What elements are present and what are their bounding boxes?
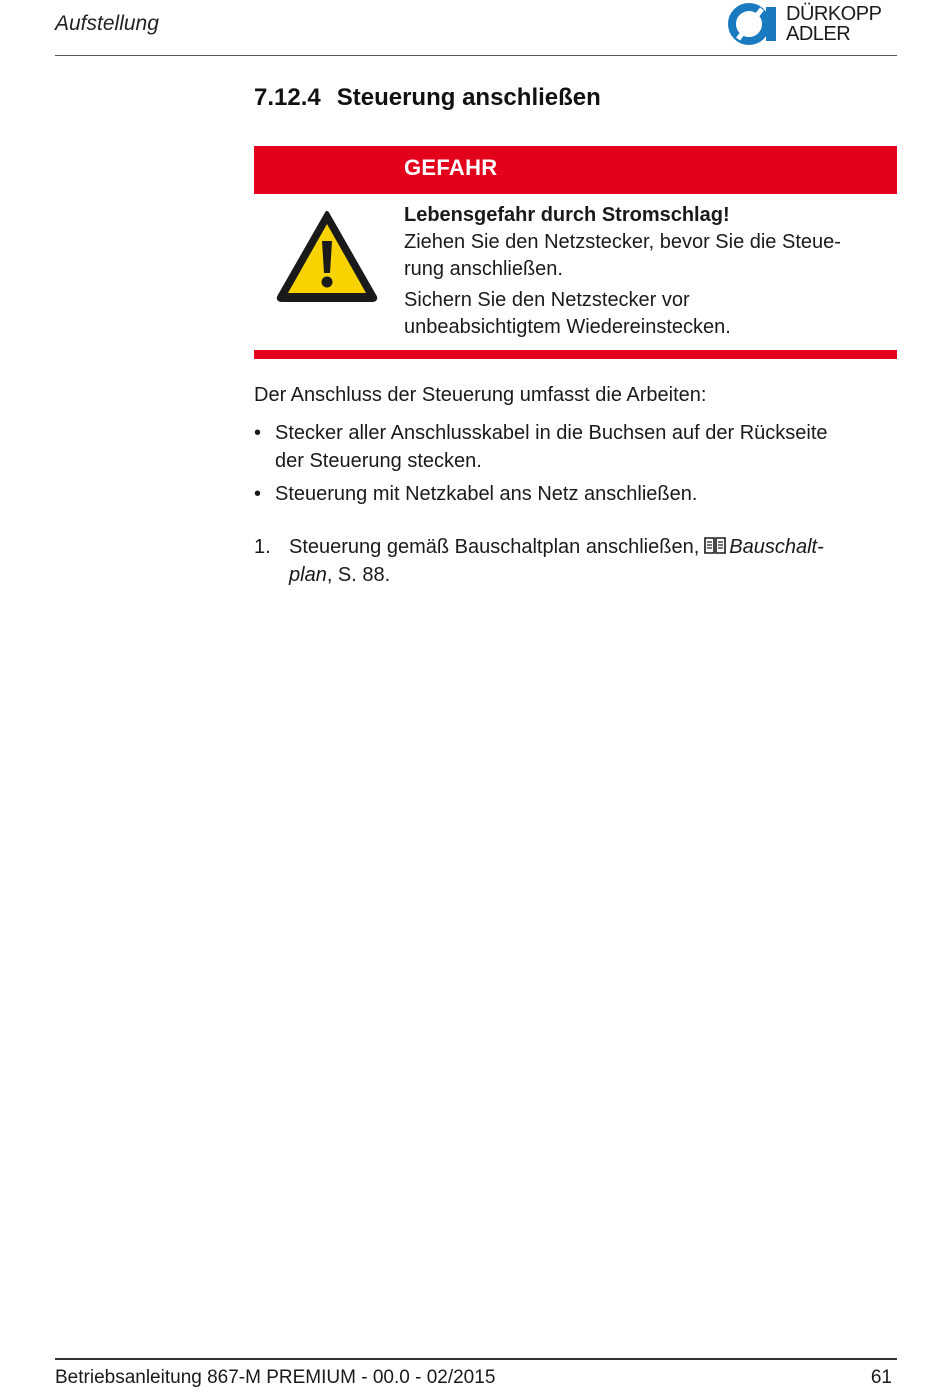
header-divider — [55, 55, 897, 56]
duerkopp-adler-logo-icon — [728, 3, 784, 45]
bullet-dot: • — [254, 483, 262, 505]
danger-text-line: unbeabsichtigtem Wiedereinstecken. — [404, 316, 731, 338]
book-icon — [703, 535, 727, 555]
danger-banner — [254, 146, 897, 194]
danger-text-line: Ziehen Sie den Netzstecker, bevor Sie die Steue- — [404, 231, 841, 253]
danger-label: GEFAHR — [404, 155, 498, 180]
danger-footer-bar — [254, 350, 897, 359]
step-text: , S. 88. — [326, 564, 391, 586]
logo-line-1: DÜRKOPP — [786, 3, 882, 25]
danger-text-line: Sichern Sie den Netzstecker vor — [404, 289, 690, 311]
warning-triangle-icon — [275, 209, 379, 303]
chapter-title: Aufstellung — [55, 12, 159, 35]
list-item-text: Stecker aller Anschlusskabel in die Buchsen auf der Rückseite — [275, 422, 828, 444]
danger-text-line: rung anschließen. — [404, 258, 563, 280]
section-title: Steuerung anschließen — [336, 84, 601, 111]
cross-reference-link[interactable]: Bauschalt- — [729, 536, 824, 558]
footer-document-info: Betriebsanleitung 867-M PREMIUM - 00.0 - 02/2015 — [55, 1367, 496, 1388]
logo-line-2: ADLER — [786, 23, 851, 45]
page-number: 61 — [870, 1367, 892, 1388]
list-item-text: Steuerung mit Netzkabel ans Netz anschließen. — [275, 483, 698, 505]
cross-reference-link[interactable]: plan — [289, 564, 327, 586]
section-number: 7.12.4 — [254, 84, 321, 111]
list-item-text: der Steuerung stecken. — [275, 450, 482, 472]
danger-headline: Lebensgefahr durch Stromschlag! — [404, 204, 730, 226]
intro-paragraph: Der Anschluss der Steuerung umfasst die Arbeiten: — [254, 384, 707, 406]
footer-divider — [55, 1358, 897, 1360]
danger-message — [404, 202, 899, 341]
step-number: 1. — [254, 536, 271, 558]
section-heading — [254, 84, 601, 112]
step-text: Steuerung gemäß Bauschaltplan anschließen, — [289, 536, 700, 558]
brand-logo — [728, 3, 900, 45]
bullet-dot: • — [254, 422, 262, 444]
